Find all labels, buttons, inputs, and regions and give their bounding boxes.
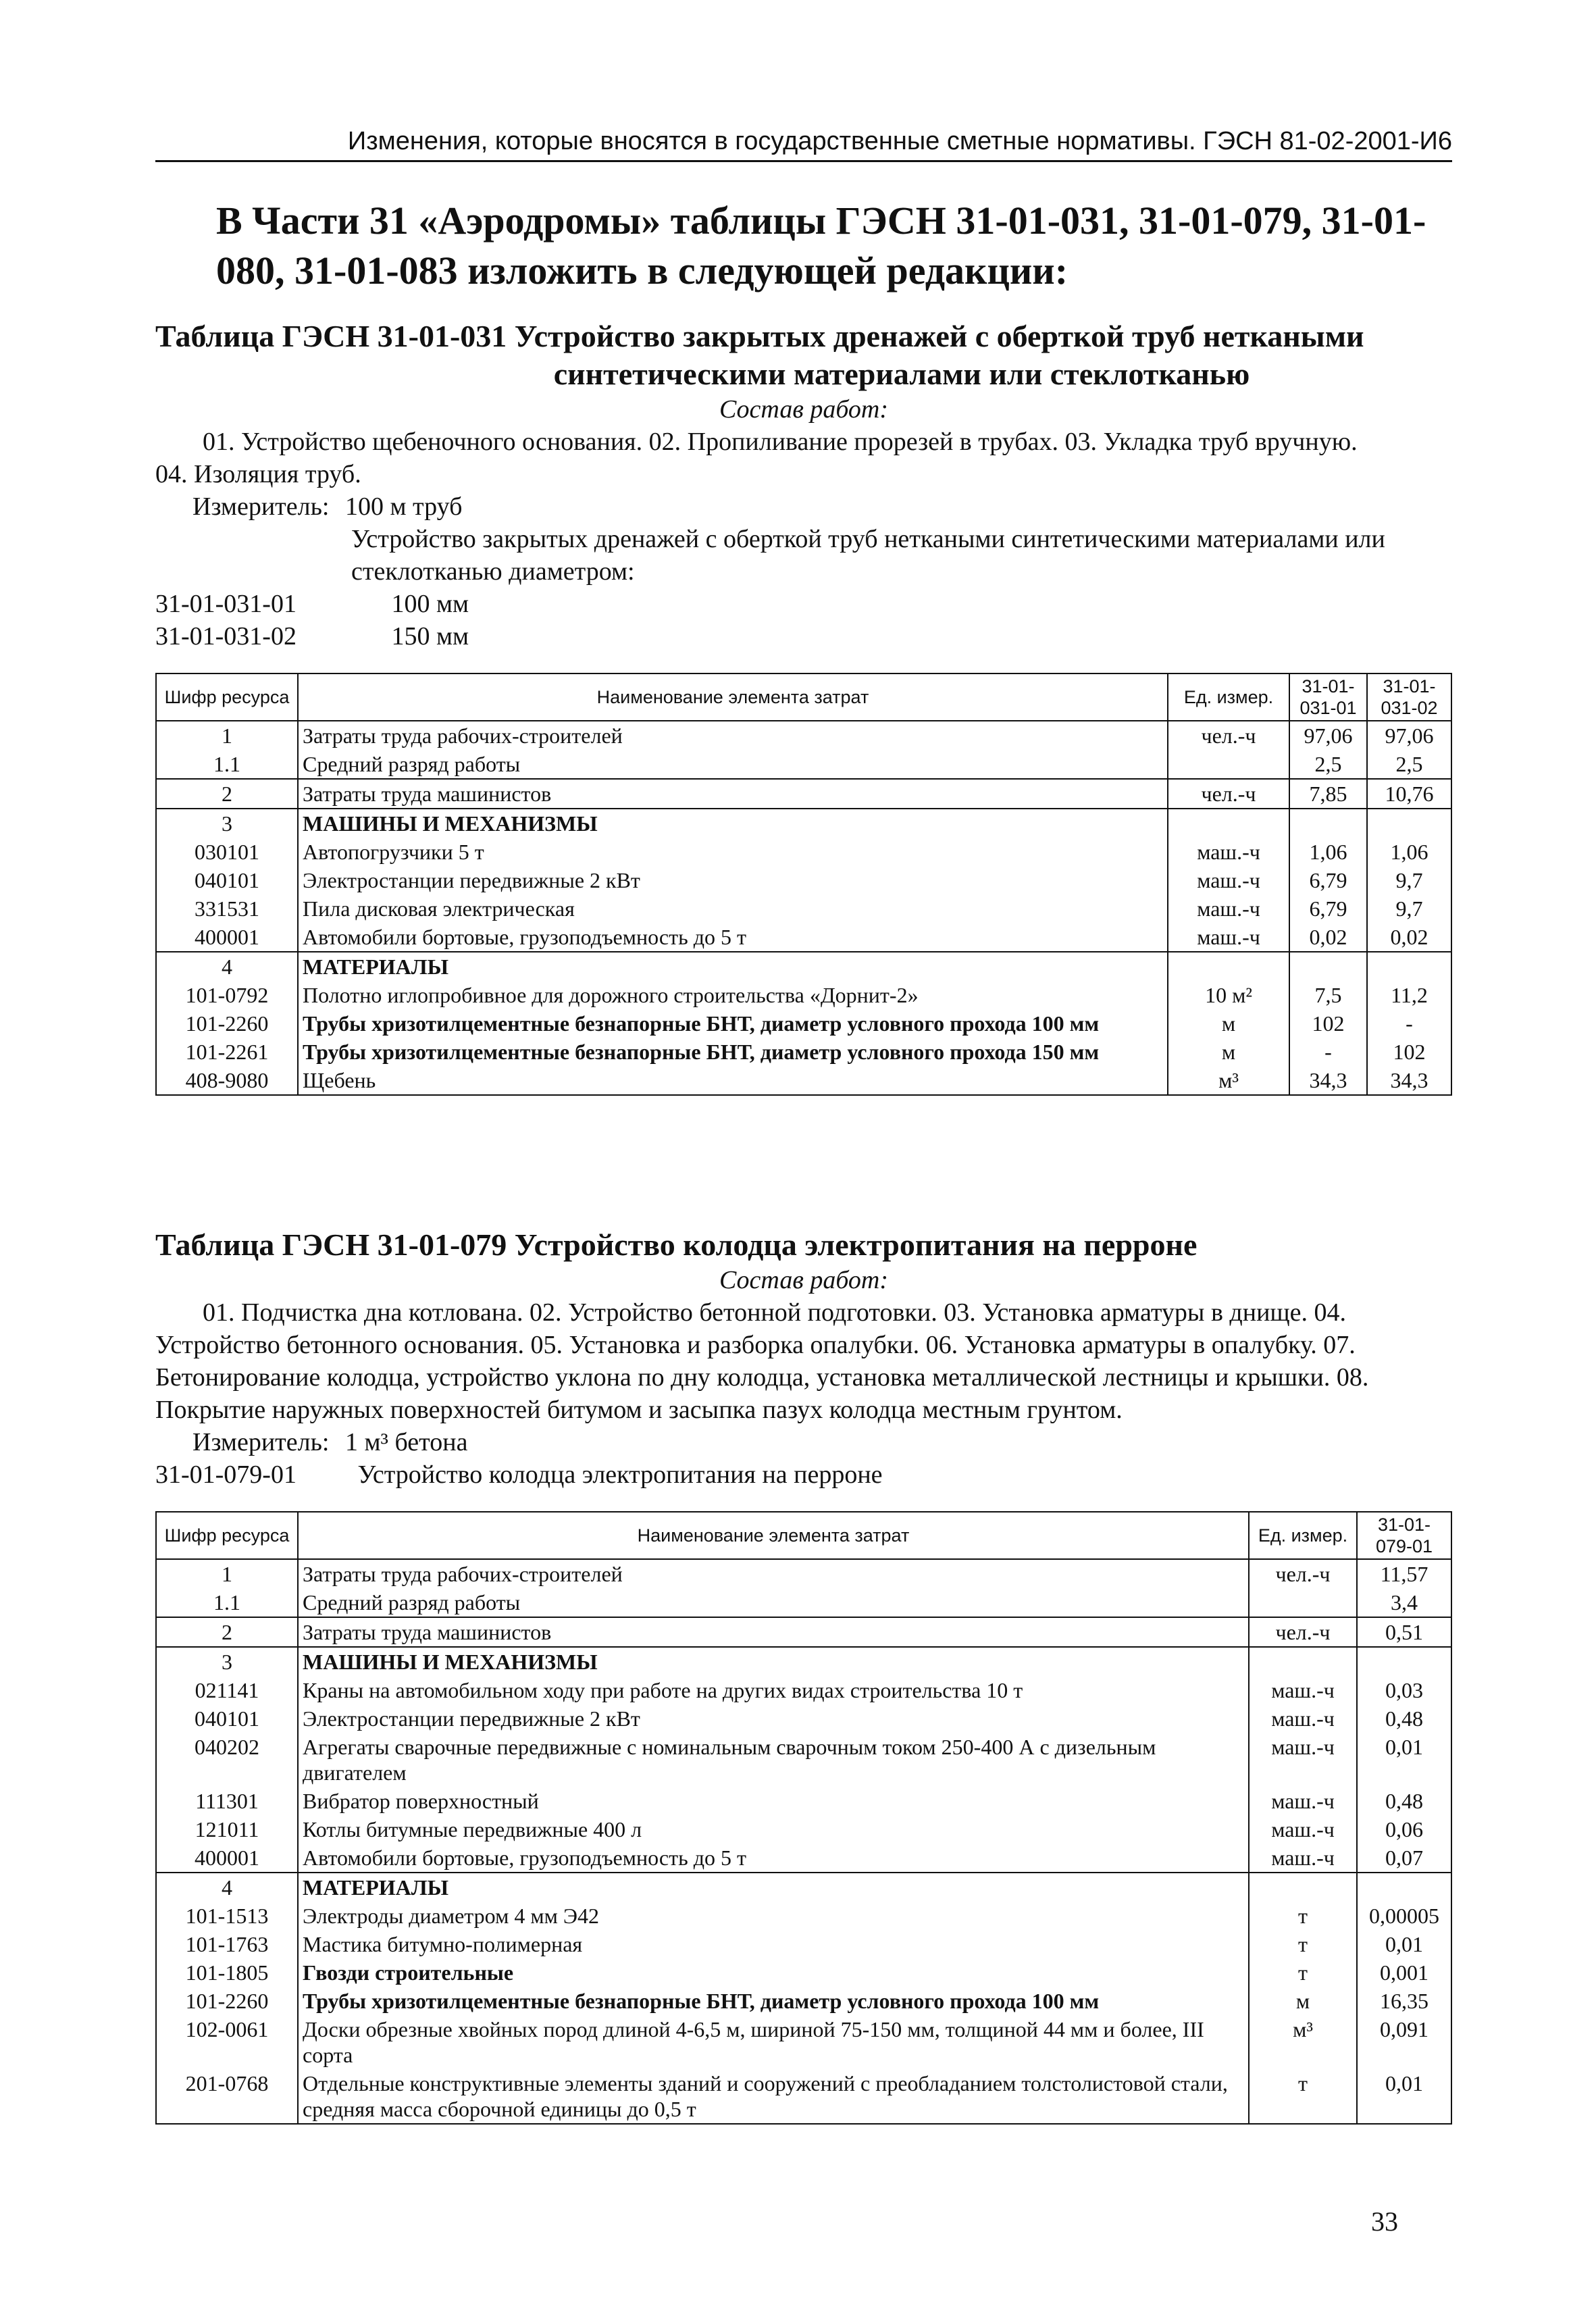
cell-name: Электростанции передвижные 2 кВт: [298, 1704, 1249, 1733]
cell-unit: 10 м²: [1168, 981, 1289, 1009]
cell-value-2: 9,7: [1367, 866, 1451, 894]
cell-name: Гвозди строительные: [298, 1958, 1249, 1987]
cell-unit: маш.-ч: [1168, 923, 1289, 952]
cell-code: 102-0061: [156, 2015, 298, 2069]
cell-value-2: 10,76: [1367, 779, 1451, 809]
cell-value-1: 6,79: [1289, 894, 1367, 923]
section2-meter-value: 1 м³ бетона: [345, 1428, 468, 1456]
cell-unit: маш.-ч: [1249, 1676, 1357, 1704]
variant-value: 150 мм: [391, 622, 469, 651]
table-row: [156, 1038, 1451, 1066]
table-row: [156, 750, 1451, 779]
resource-table-31-01-079: [155, 1511, 1452, 2125]
cell-unit: т: [1249, 1930, 1357, 1958]
cell-code: 040101: [156, 1704, 298, 1733]
table-row: [156, 721, 1451, 750]
cell-value-2: 0,02: [1367, 923, 1451, 952]
cell-code: 101-2260: [156, 1987, 298, 2015]
cell-code: 101-2261: [156, 1038, 298, 1066]
col-header-unit: Ед. измер.: [1249, 1512, 1357, 1559]
cell-name: Трубы хризотилцементные безнапорные БНТ, диаметр условного прохода 100 мм: [298, 1009, 1168, 1038]
cell-code: 1.1: [156, 750, 298, 779]
variant-code: 31-01-079-01: [155, 1460, 297, 1489]
cell-unit: [1249, 1647, 1357, 1676]
col-header-code: Шифр ресурса: [156, 1512, 298, 1559]
section-31-01-079: [155, 1226, 1452, 2125]
cell-name: Мастика битумно-полимерная: [298, 1930, 1249, 1958]
section2-works-label: Состав работ:: [719, 1266, 889, 1294]
cell-unit: [1168, 952, 1289, 981]
cell-value-1: 0,51: [1357, 1617, 1451, 1647]
cell-code: 3: [156, 1647, 298, 1676]
cell-code: 121011: [156, 1815, 298, 1844]
cell-value-1: 0,03: [1357, 1676, 1451, 1704]
table-row: [156, 952, 1451, 981]
cell-unit: м³: [1249, 2015, 1357, 2069]
cell-unit: чел.-ч: [1168, 779, 1289, 809]
table-row: [156, 1787, 1451, 1815]
table-row: [156, 1704, 1451, 1733]
cell-code: 101-1513: [156, 1902, 298, 1930]
cell-code: 2: [156, 1617, 298, 1647]
table-row: [156, 1815, 1451, 1844]
cell-code: 1: [156, 1559, 298, 1588]
cell-value-1: 34,3: [1289, 1066, 1367, 1095]
cell-value-1: 0,06: [1357, 1815, 1451, 1844]
page-title: В Части 31 «Аэродромы» таблицы ГЭСН 31-01-031, 31-01-079, 31-01-080, 31-01-083 изложить в следующей редакции:: [216, 199, 1426, 293]
cell-unit: чел.-ч: [1249, 1617, 1357, 1647]
cell-name: Затраты труда рабочих-строителей: [298, 721, 1168, 750]
variant-code: 31-01-031-02: [155, 622, 297, 651]
cell-unit: м: [1168, 1038, 1289, 1066]
cell-value-1: 1,06: [1289, 838, 1367, 866]
cell-value-1: 7,5: [1289, 981, 1367, 1009]
table-row: [156, 1617, 1451, 1647]
table-row: [156, 1930, 1451, 1958]
cell-code: 201-0768: [156, 2069, 298, 2124]
cell-value-1: [1289, 952, 1367, 981]
cell-unit: маш.-ч: [1168, 838, 1289, 866]
running-header: Изменения, которые вносятся в государственные сметные нормативы. ГЭСН 81-02-2001-И6: [155, 127, 1452, 162]
cell-unit: [1249, 1588, 1357, 1617]
cell-code: 3: [156, 809, 298, 838]
table-row: [156, 1733, 1451, 1787]
cell-unit: т: [1249, 2069, 1357, 2124]
section2-works-line3: Бетонирование колодца, устройство уклона по дну колодца, установка металлической лестницы и крышки. 08.: [155, 1363, 1369, 1392]
col-header-code: Шифр ресурса: [156, 673, 298, 721]
cell-code: 030101: [156, 838, 298, 866]
cell-code: 408-9080: [156, 1066, 298, 1095]
cell-name: МАШИНЫ И МЕХАНИЗМЫ: [298, 809, 1168, 838]
cell-unit: маш.-ч: [1249, 1787, 1357, 1815]
cell-code: 1.1: [156, 1588, 298, 1617]
cell-value-2: 11,2: [1367, 981, 1451, 1009]
cell-code: 2: [156, 779, 298, 809]
table-row: [156, 838, 1451, 866]
cell-code: 400001: [156, 923, 298, 952]
cell-name: Затраты труда рабочих-строителей: [298, 1559, 1249, 1588]
cell-value-1: 7,85: [1289, 779, 1367, 809]
cell-unit: маш.-ч: [1168, 866, 1289, 894]
cell-value-2: 9,7: [1367, 894, 1451, 923]
cell-name: Котлы битумные передвижные 400 л: [298, 1815, 1249, 1844]
cell-unit: маш.-ч: [1249, 1844, 1357, 1873]
cell-code: 101-0792: [156, 981, 298, 1009]
cell-value-1: 3,4: [1357, 1588, 1451, 1617]
cell-name: Доски обрезные хвойных пород длиной 4-6,5 м, шириной 75-150 мм, толщиной 44 мм и более, III сорта: [298, 2015, 1249, 2069]
table-row: [156, 779, 1451, 809]
table-row: [156, 1009, 1451, 1038]
cell-unit: м: [1168, 1009, 1289, 1038]
cell-name: Автомобили бортовые, грузоподъемность до 5 т: [298, 1844, 1249, 1873]
cell-value-1: 0,02: [1289, 923, 1367, 952]
table-body: [156, 1559, 1451, 2124]
section-31-01-031: [155, 317, 1452, 1096]
cell-name: Вибратор поверхностный: [298, 1787, 1249, 1815]
cell-unit: м³: [1168, 1066, 1289, 1095]
section2-works-line2: Устройство бетонного основания. 05. Установка и разборка опалубки. 06. Установка арматуры в опалубку. 07.: [155, 1331, 1356, 1359]
table-header-row: [156, 1512, 1451, 1559]
col-header-unit: Ед. измер.: [1168, 673, 1289, 721]
section1-works-line1: 01. Устройство щебеночного основания. 02. Пропиливание прорезей в трубах. 03. Укладка труб вручную.: [203, 428, 1358, 456]
section1-variant-2: [155, 620, 1452, 653]
table-row: [156, 923, 1451, 952]
cell-value-1: 0,48: [1357, 1787, 1451, 1815]
cell-value-1: 102: [1289, 1009, 1367, 1038]
table-row: [156, 866, 1451, 894]
cell-name: Краны на автомобильном ходу при работе на других видах строительства 10 т: [298, 1676, 1249, 1704]
table-row: [156, 1958, 1451, 1987]
cell-value-1: 0,091: [1357, 2015, 1451, 2069]
table-row: [156, 1588, 1451, 1617]
cell-code: 040202: [156, 1733, 298, 1787]
cell-code: 1: [156, 721, 298, 750]
table-row: [156, 809, 1451, 838]
cell-value-2: [1367, 809, 1451, 838]
cell-name: Агрегаты сварочные передвижные с номинальным сварочным током 250-400 А с дизельным двигателем: [298, 1733, 1249, 1787]
cell-unit: м: [1249, 1987, 1357, 2015]
cell-name: Средний разряд работы: [298, 750, 1168, 779]
section1-title-line2: синтетическими материалами или стеклотканью: [553, 357, 1250, 391]
cell-value-2: 102: [1367, 1038, 1451, 1066]
section2-variant: [155, 1458, 1452, 1491]
table-row: [156, 1676, 1451, 1704]
table-row: [156, 981, 1451, 1009]
cell-unit: [1168, 809, 1289, 838]
section1-variant-1: [155, 588, 1452, 620]
cell-name: МАТЕРИАЛЫ: [298, 1873, 1249, 1902]
cell-value-1: 0,01: [1357, 1733, 1451, 1787]
cell-unit: маш.-ч: [1249, 1733, 1357, 1787]
col-header-v1: 31-01-031-01: [1289, 673, 1367, 721]
cell-name: Электростанции передвижные 2 кВт: [298, 866, 1168, 894]
section1-title-line1: Таблица ГЭСН 31-01-031 Устройство закрытых дренажей с оберткой труб неткаными: [155, 319, 1364, 353]
table-row: [156, 1559, 1451, 1588]
section2-works-line4: Покрытие наружных поверхностей битумом и засыпка пазух колодца местным грунтом.: [155, 1396, 1123, 1424]
cell-code: 101-1763: [156, 1930, 298, 1958]
cell-value-1: 97,06: [1289, 721, 1367, 750]
cell-value-1: [1357, 1873, 1451, 1902]
section1-meter: [155, 490, 1452, 523]
cell-name: Затраты труда машинистов: [298, 779, 1168, 809]
page-number: 33: [1371, 2206, 1398, 2237]
table-body: [156, 721, 1451, 1095]
cell-unit: маш.-ч: [1249, 1704, 1357, 1733]
cell-name: Затраты труда машинистов: [298, 1617, 1249, 1647]
cell-unit: маш.-ч: [1249, 1815, 1357, 1844]
section1-desc-line2: стеклотканью диаметром:: [351, 557, 635, 586]
table-row: [156, 1844, 1451, 1873]
table-row: [156, 1987, 1451, 2015]
section1-meter-value: 100 м труб: [345, 492, 463, 521]
cell-name: Автопогрузчики 5 т: [298, 838, 1168, 866]
cell-value-1: 16,35: [1357, 1987, 1451, 2015]
cell-value-1: [1289, 809, 1367, 838]
cell-name: Электроды диаметром 4 мм Э42: [298, 1902, 1249, 1930]
cell-code: 4: [156, 952, 298, 981]
cell-value-2: 34,3: [1367, 1066, 1451, 1095]
cell-value-1: 11,57: [1357, 1559, 1451, 1588]
table-row: [156, 1647, 1451, 1676]
section1-desc-line1: Устройство закрытых дренажей с оберткой труб неткаными синтетическими материалами или: [351, 525, 1385, 553]
variant-code: 31-01-031-01: [155, 590, 297, 618]
cell-value-2: 2,5: [1367, 750, 1451, 779]
table-header-row: [156, 673, 1451, 721]
cell-unit: т: [1249, 1958, 1357, 1987]
cell-code: 101-1805: [156, 1958, 298, 1987]
section1-works-line2: 04. Изоляция труб.: [155, 460, 361, 488]
cell-name: Трубы хризотилцементные безнапорные БНТ, диаметр условного прохода 100 мм: [298, 1987, 1249, 2015]
cell-value-2: [1367, 952, 1451, 981]
cell-value-1: 0,48: [1357, 1704, 1451, 1733]
col-header-v2: 31-01-031-02: [1367, 673, 1451, 721]
cell-name: Щебень: [298, 1066, 1168, 1095]
table-row: [156, 1902, 1451, 1930]
table-row: [156, 2069, 1451, 2124]
col-header-v1: 31-01-079-01: [1357, 1512, 1451, 1559]
cell-name: Отдельные конструктивные элементы зданий и сооружений с преобладанием толстолистовой стали, средняя масса сборочной единицы до 0,5 т: [298, 2069, 1249, 2124]
cell-code: 021141: [156, 1676, 298, 1704]
section2-meter-label: Измеритель:: [192, 1428, 330, 1456]
section2-meter: [155, 1426, 1452, 1458]
col-header-name: Наименование элемента затрат: [298, 673, 1168, 721]
resource-table-31-01-031: [155, 673, 1452, 1096]
cell-value-2: 1,06: [1367, 838, 1451, 866]
cell-value-1: 2,5: [1289, 750, 1367, 779]
cell-name: Полотно иглопробивное для дорожного строительства «Дорнит-2»: [298, 981, 1168, 1009]
section1-meter-label: Измеритель:: [192, 492, 330, 521]
cell-unit: т: [1249, 1902, 1357, 1930]
cell-unit: [1249, 1873, 1357, 1902]
cell-code: 400001: [156, 1844, 298, 1873]
cell-value-2: -: [1367, 1009, 1451, 1038]
cell-name: Средний разряд работы: [298, 1588, 1249, 1617]
cell-value-1: 0,01: [1357, 2069, 1451, 2124]
section1-works-label: Состав работ:: [719, 395, 889, 424]
cell-value-1: [1357, 1647, 1451, 1676]
cell-unit: [1168, 750, 1289, 779]
table-row: [156, 894, 1451, 923]
cell-name: МАТЕРИАЛЫ: [298, 952, 1168, 981]
cell-name: Пила дисковая электрическая: [298, 894, 1168, 923]
table-row: [156, 2015, 1451, 2069]
cell-name: МАШИНЫ И МЕХАНИЗМЫ: [298, 1647, 1249, 1676]
cell-value-1: 0,07: [1357, 1844, 1451, 1873]
cell-unit: чел.-ч: [1249, 1559, 1357, 1588]
cell-value-1: 0,001: [1357, 1958, 1451, 1987]
section2-title: Таблица ГЭСН 31-01-079 Устройство колодца электропитания на перроне: [155, 1227, 1198, 1262]
cell-value-1: 0,00005: [1357, 1902, 1451, 1930]
cell-code: 331531: [156, 894, 298, 923]
cell-code: 040101: [156, 866, 298, 894]
col-header-name: Наименование элемента затрат: [298, 1512, 1249, 1559]
cell-unit: чел.-ч: [1168, 721, 1289, 750]
table-row: [156, 1873, 1451, 1902]
section2-works-line1: 01. Подчистка дна котлована. 02. Устройство бетонной подготовки. 03. Установка арматуры в днище. 04.: [203, 1298, 1347, 1327]
cell-value-1: -: [1289, 1038, 1367, 1066]
cell-value-1: 6,79: [1289, 866, 1367, 894]
variant-desc: Устройство колодца электропитания на перроне: [357, 1460, 883, 1489]
cell-code: 4: [156, 1873, 298, 1902]
cell-unit: маш.-ч: [1168, 894, 1289, 923]
cell-value-2: 97,06: [1367, 721, 1451, 750]
cell-value-1: 0,01: [1357, 1930, 1451, 1958]
variant-value: 100 мм: [391, 590, 469, 618]
cell-code: 101-2260: [156, 1009, 298, 1038]
cell-code: 111301: [156, 1787, 298, 1815]
cell-name: Автомобили бортовые, грузоподъемность до 5 т: [298, 923, 1168, 952]
table-row: [156, 1066, 1451, 1095]
cell-name: Трубы хризотилцементные безнапорные БНТ, диаметр условного прохода 150 мм: [298, 1038, 1168, 1066]
